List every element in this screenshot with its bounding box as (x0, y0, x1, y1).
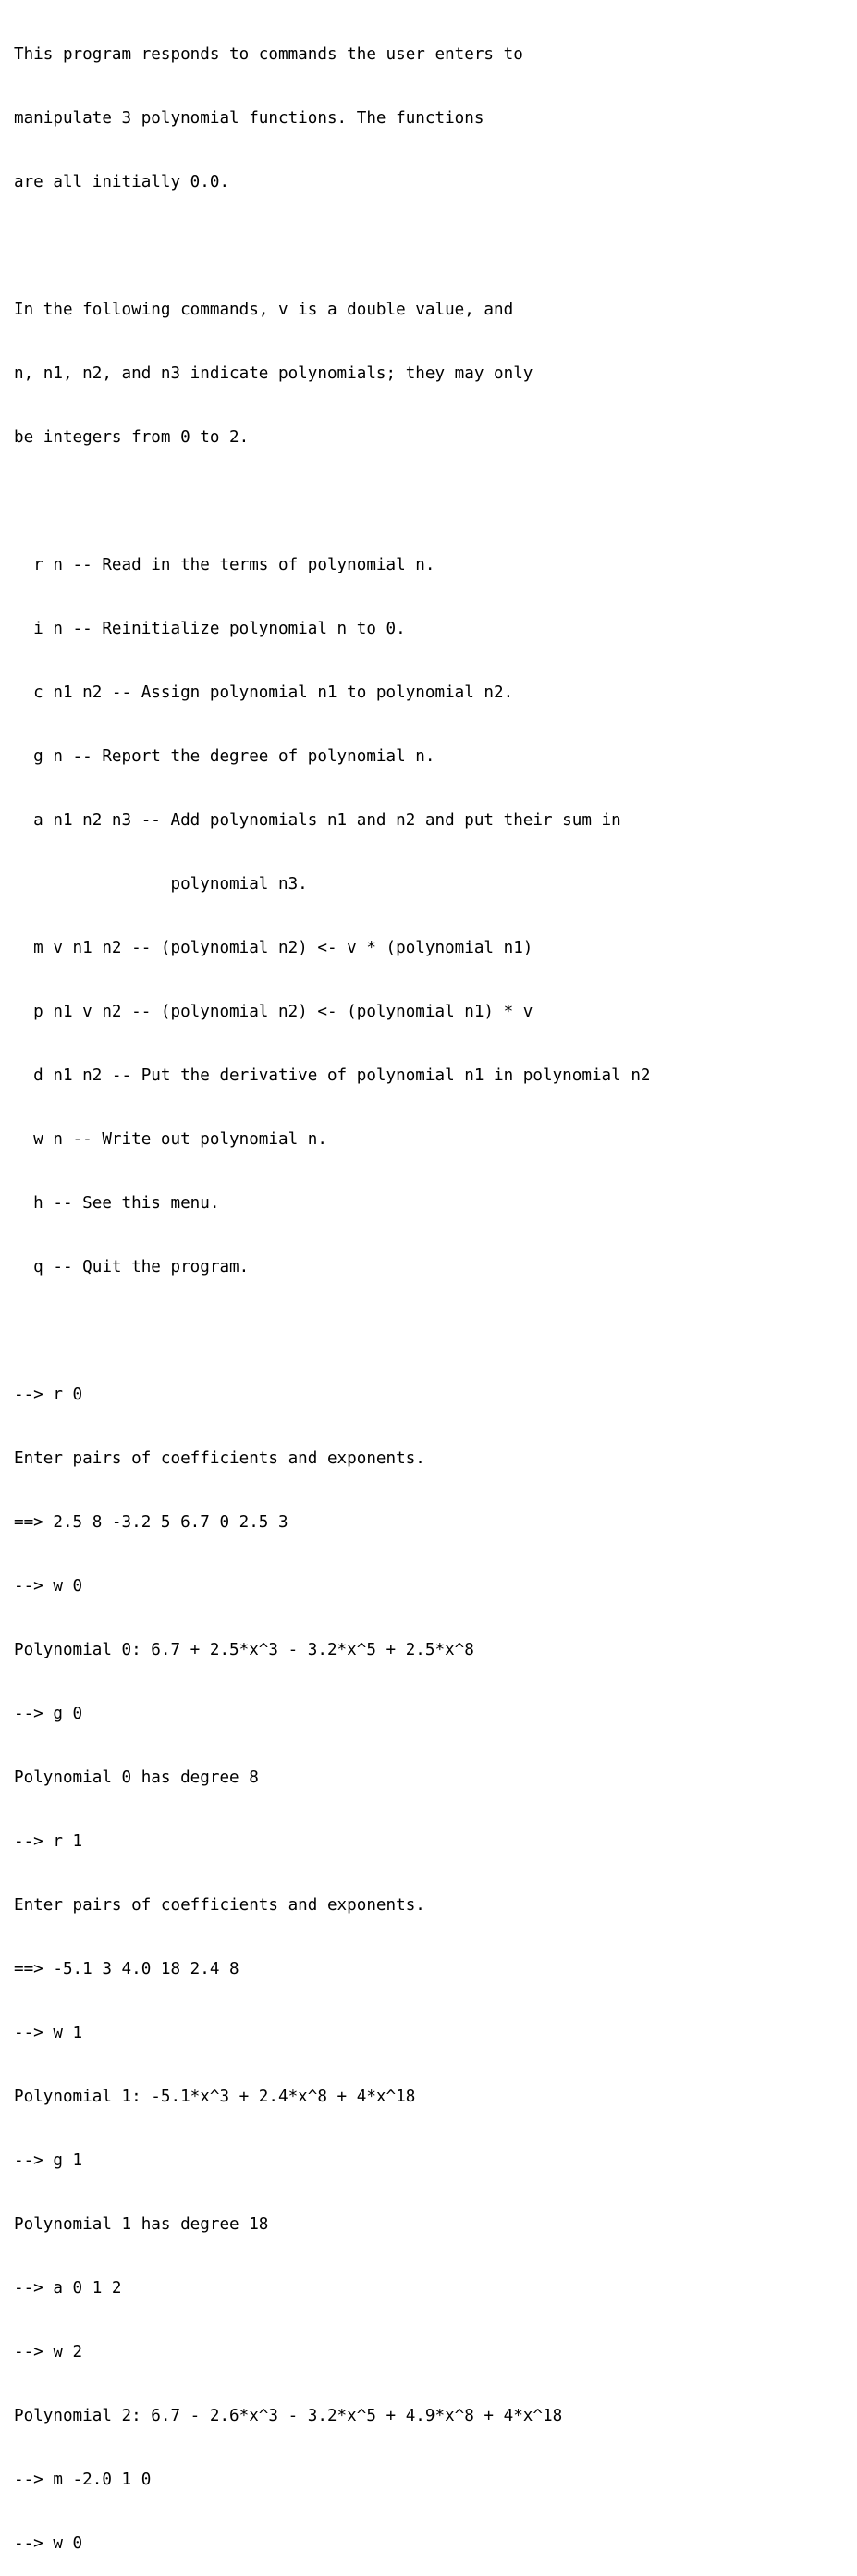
command-prompt-line: --> r 0 (14, 1386, 83, 1404)
menu-item-copy: c n1 n2 -- Assign polynomial n1 to polynomial n2. (14, 684, 514, 702)
menu-item-multiply-left: m v n1 n2 -- (polynomial n2) <- v * (polynomial n1) (14, 939, 533, 957)
output-line: Enter pairs of coefficients and exponents. (14, 1896, 425, 1915)
menu-item-help: h -- See this menu. (14, 1194, 220, 1213)
blank-line (14, 491, 857, 512)
menu-item-derivative: d n1 n2 -- Put the derivative of polynomial n1 in polynomial n2 (14, 1066, 651, 1085)
menu-item-write: w n -- Write out polynomial n. (14, 1130, 327, 1149)
output-line: Polynomial 0 has degree 8 (14, 1769, 259, 1787)
menu-item-degree: g n -- Report the degree of polynomial n. (14, 747, 435, 766)
input-line: ==> 2.5 8 -3.2 5 6.7 0 2.5 3 (14, 1513, 288, 1532)
menu-item-multiply-right: p n1 v n2 -- (polynomial n2) <- (polynomial n1) * v (14, 1003, 533, 1021)
intro-line-5: n, n1, n2, and n3 indicate polynomials; they may only (14, 364, 533, 383)
output-line: Polynomial 1 has degree 18 (14, 2215, 269, 2234)
intro-line-1: This program responds to commands the user enters to (14, 45, 523, 64)
command-prompt-line: --> g 0 (14, 1705, 83, 1723)
output-line: Polynomial 2: 6.7 - 2.6*x^3 - 3.2*x^5 + 4.9*x^8 + 4*x^18 (14, 2407, 563, 2425)
command-prompt-line: --> w 0 (14, 2534, 83, 2553)
blank-line (14, 236, 857, 257)
intro-line-6: be integers from 0 to 2. (14, 428, 250, 447)
intro-line-2: manipulate 3 polynomial functions. The functions (14, 109, 484, 128)
intro-line-4: In the following commands, v is a double value, and (14, 301, 514, 319)
menu-item-read: r n -- Read in the terms of polynomial n. (14, 556, 435, 574)
command-prompt-line: --> a 0 1 2 (14, 2279, 122, 2298)
intro-line-3: are all initially 0.0. (14, 173, 230, 191)
menu-item-reinitialize: i n -- Reinitialize polynomial n to 0. (14, 620, 406, 638)
blank-line (14, 1321, 857, 1342)
command-prompt-line: --> w 1 (14, 2024, 83, 2042)
menu-item-add-continuation: polynomial n3. (14, 875, 308, 894)
output-line: Polynomial 1: -5.1*x^3 + 2.4*x^8 + 4*x^18 (14, 2088, 416, 2106)
command-prompt-line: --> r 1 (14, 1832, 83, 1851)
output-line: Polynomial 0: 6.7 + 2.5*x^3 - 3.2*x^5 + 2.5*x^8 (14, 1641, 474, 1659)
menu-item-quit: q -- Quit the program. (14, 1258, 250, 1276)
menu-item-add: a n1 n2 n3 -- Add polynomials n1 and n2 and put their sum in (14, 811, 621, 830)
command-prompt-line: --> m -2.0 1 0 (14, 2471, 152, 2489)
output-line: Enter pairs of coefficients and exponents. (14, 1449, 425, 1468)
command-prompt-line: --> w 2 (14, 2343, 83, 2361)
input-line: ==> -5.1 3 4.0 18 2.4 8 (14, 1960, 239, 1978)
command-prompt-line: --> w 0 (14, 1577, 83, 1596)
command-prompt-line: --> g 1 (14, 2151, 83, 2170)
